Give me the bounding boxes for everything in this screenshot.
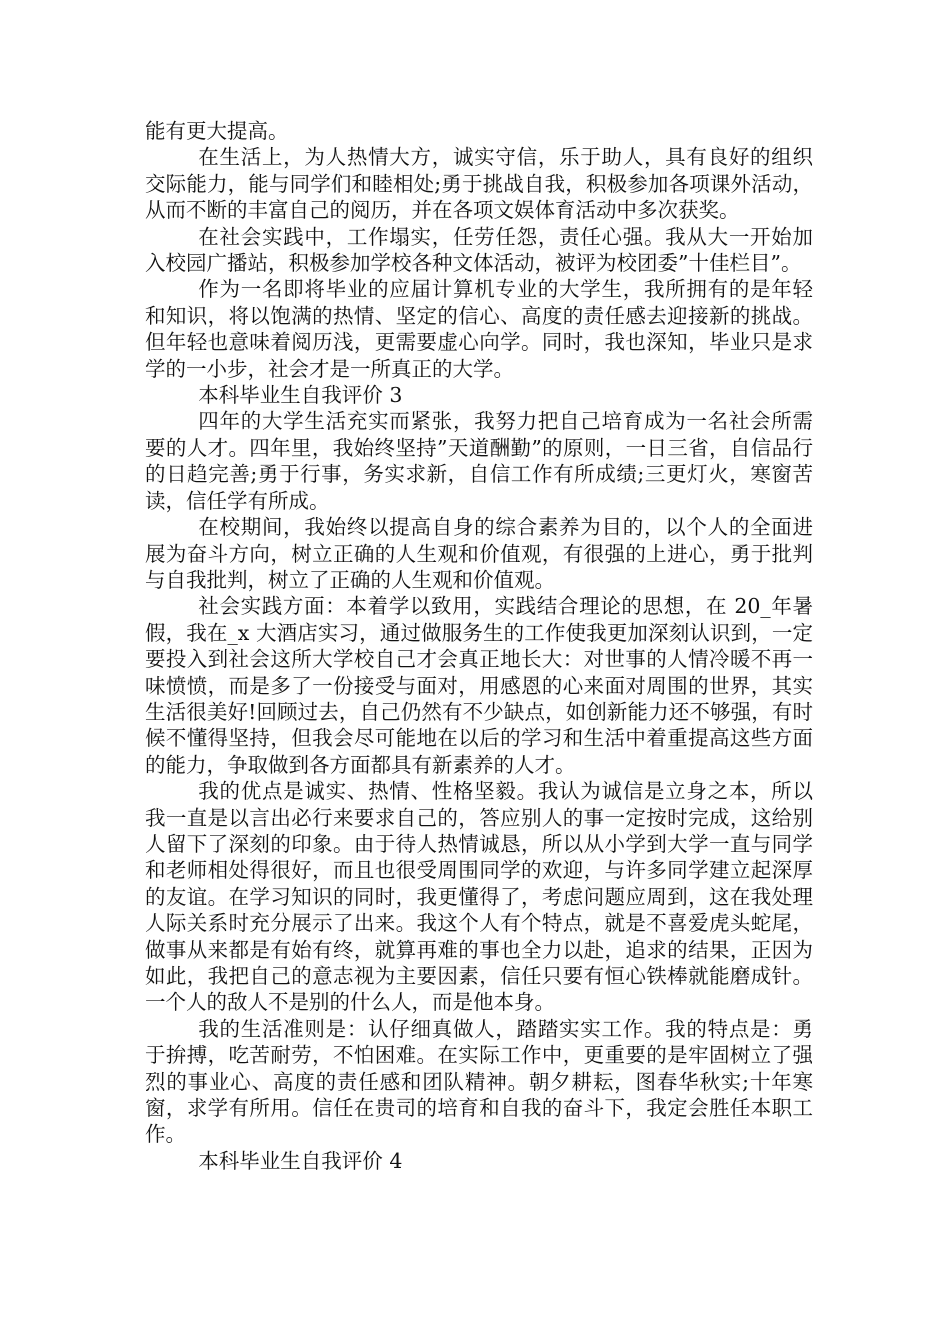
paragraph-four-years: 四年的大学生活充实而紧张，我努力把自己培育成为一名社会所需要的人才。四年里，我始终坚持”天道酬勤”的原则，一日三省，自信品行的日趋完善;勇于行事，务实求新，自信工作有所成绩;三更灯火，寒窗苦读，信任学有所成。: [145, 409, 813, 513]
paragraph-social-practice: 在社会实践中，工作塌实，任劳任怨，责任心强。我从大一开始加入校园广播站，积极参加学校各种文体活动，被评为校团委”十佳栏目”。: [145, 224, 813, 276]
paragraph-graduate-outlook: 作为一名即将毕业的应届计算机专业的大学生，我所拥有的是年轻和知识，将以饱满的热情、坚定的信心、高度的责任感去迎接新的挑战。但年轻也意味着阅历浅，更需要虚心向学。同时，我也深知，毕业只是求学的一小步，社会才是一所真正的大学。: [145, 277, 813, 381]
paragraph-continuation: 能有更大提高。: [145, 119, 289, 143]
document-page: [145, 118, 813, 1174]
paragraph-internship: 社会实践方面：本着学以致用，实践结合理论的思想，在 20_年暑假，我在_x 大酒店实习，通过做服务生的工作使我更加深刻认识到，一定要投入到社会这所大学校自己才会真正地长大：对世事的人情冷暖不再一味愤愤，而是多了一份接受与面对，用感恩的心来面对周围的世界，其实生活很美好!回顾过去，自己仍然有不少缺点，如创新能力还不够强，有时候不懂得坚持，但我会尽可能地在以后的学习和生活中着重提高这些方面的能力，争取做到各方面都具有新素养的人才。: [145, 594, 813, 777]
paragraph-school-period: 在校期间，我始终以提高自身的综合素养为目的，以个人的全面进展为奋斗方向，树立正确的人生观和价值观，有很强的上进心，勇于批判与自我批判，树立了正确的人生观和价值观。: [145, 515, 813, 592]
paragraph-life: 在生活上，为人热情大方，诚实守信，乐于助人，具有良好的组织交际能力，能与同学们和睦相处;勇于挑战自我，积极参加各项课外活动，从而不断的丰富自己的阅历，并在各项文娱体育活动中多次获奖。: [145, 145, 813, 223]
section-heading-3: 本科毕业生自我评价 3: [198, 383, 403, 408]
paragraph-strengths: 我的优点是诚实、热情、性格坚毅。我认为诚信是立身之本，所以我一直是以言出必行来要求自己的，答应别人的事一定按时完成，这给别人留下了深刻的印象。由于待人热情诚恳，所以从小学到大学一直与同学和老师相处得很好，而且也很受周围同学的欢迎，与许多同学建立起深厚的友谊。在学习知识的同时，我更懂得了，考虑问题应周到，这在我处理人际关系时充分展示了出来。我这个人有个特点，就是不喜爱虎头蛇尾，做事从来都是有始有终，就算再难的事也全力以赴，追求的结果，正因为如此，我把自己的意志视为主要因素，信任只要有恒心铁棒就能磨成针。一个人的敌人不是别的什么人，而是他本身。: [145, 779, 813, 1015]
section-heading-4: 本科毕业生自我评价 4: [198, 1148, 403, 1173]
paragraph-life-principles: 我的生活准则是：认仔细真做人，踏踏实实工作。我的特点是：勇于拚搏，吃苦耐劳，不怕困难。在实际工作中，更重要的是牢固树立了强烈的事业心、高度的责任感和团队精神。朝夕耕耘，图春华秋实;十年寒窗，求学有所用。信任在贵司的培育和自我的奋斗下，我定会胜任本职工作。: [145, 1016, 813, 1147]
